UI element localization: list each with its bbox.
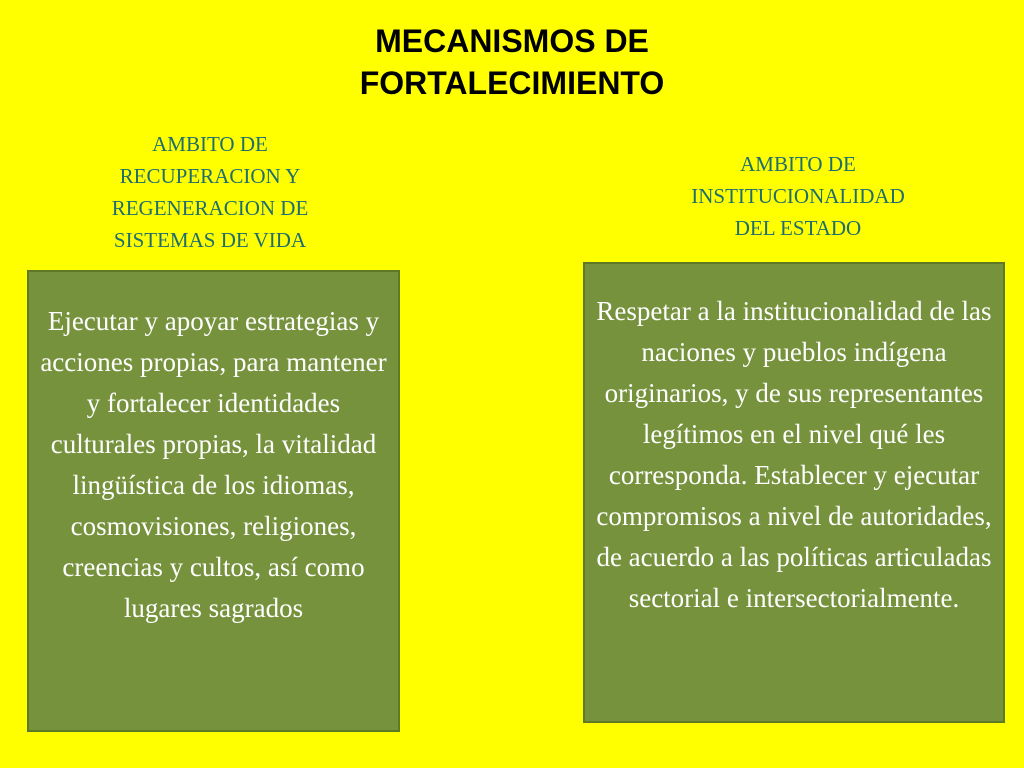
left-content-text: Ejecutar y apoyar estrategias y acciones propias, para mantener y fortalecer identidades culturales propias, la vitalidad lingüística de los idiomas, cosmovisiones, religiones, creencias y cultos, así como lugares sagrados [40, 306, 387, 623]
right-section-heading [650, 148, 946, 244]
slide-title-line-1: MECANISMOS DE [375, 23, 649, 59]
right-content-box [583, 262, 1005, 723]
left-heading-line: REGENERACION DE [111, 196, 309, 220]
right-heading-line: INSTITUCIONALIDAD [691, 184, 905, 208]
left-section-heading [60, 128, 360, 256]
left-heading-line: SISTEMAS DE VIDA [113, 228, 307, 252]
right-heading-line: AMBITO DE [740, 152, 856, 176]
left-heading-line: RECUPERACION Y [119, 164, 301, 188]
slide-title [262, 20, 762, 104]
left-content-box [27, 270, 400, 732]
right-heading-line: DEL ESTADO [734, 216, 862, 240]
left-heading-line: AMBITO DE [152, 132, 268, 156]
right-content-text: Respetar a la institucionalidad de las naciones y pueblos indígena originarios, y de sus representantes legítimos en el nivel qué les corresponda. Establecer y ejecutar compromisos a nivel de autoridades, de acuerdo a las políticas articuladas sectorial e intersectorialmente. [596, 296, 992, 613]
slide-title-line-2: FORTALECIMIENTO [359, 65, 665, 101]
